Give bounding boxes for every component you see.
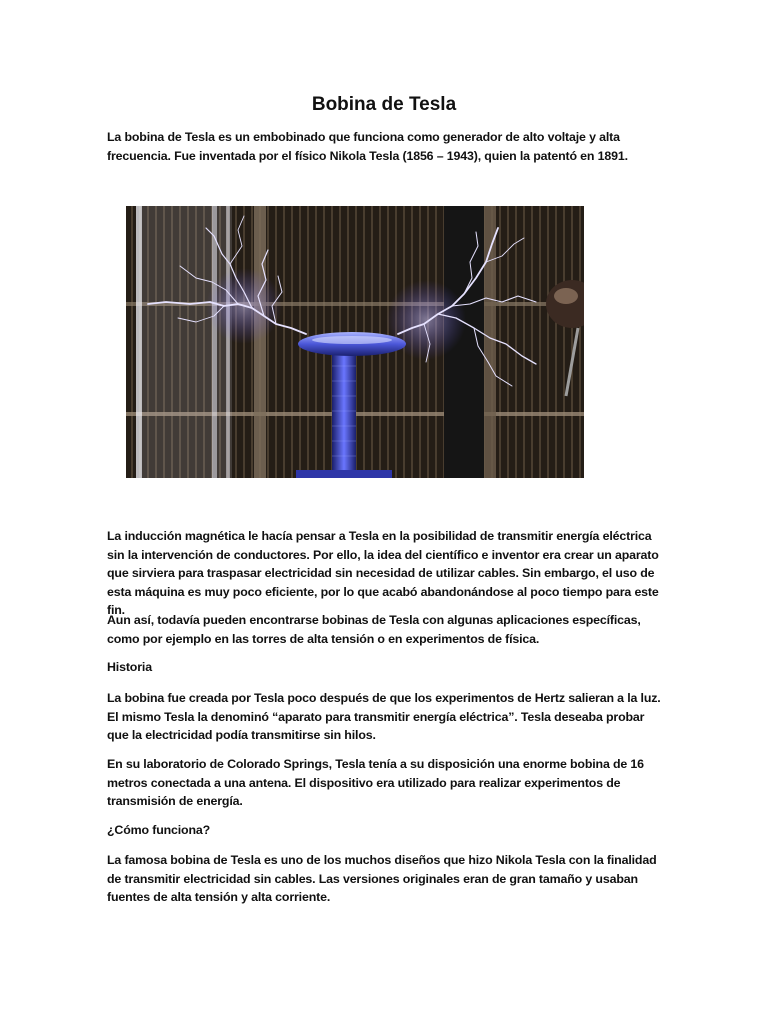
paragraph-aplicaciones: Aun así, todavía pueden encontrarse bobinas de Tesla con algunas aplicaciones específicas, como por ejemplo en las torres de alta tensión o en experimentos de física. [107, 613, 641, 646]
heading-historia: Historia [107, 660, 152, 674]
paragraph-historia-2: En su laboratorio de Colorado Springs, Tesla tenía a su disposición una enorme bobina de 16 metros conectada a una antena. El dispositivo era utilizado para realizar experimentos de transmisión de energía. [107, 757, 644, 808]
tesla-coil-photo [126, 206, 584, 478]
intro-paragraph: La bobina de Tesla es un embobinado que funciona como generador de alto voltaje y alta frecuencia. Fue inventada por el físico Nikola Tesla (1856 – 1943), quien la patentó en 1891. [107, 130, 628, 163]
paragraph-historia-1: La bobina fue creada por Tesla poco después de que los experimentos de Hertz salieran a la luz. El mismo Tesla la denominó “aparato para transmitir energía eléctrica”. Tesla deseaba probar que la electricidad podía transmitirse sin hilos. [107, 691, 661, 742]
paragraph-induccion: La inducción magnética le hacía pensar a Tesla en la posibilidad de transmitir energía eléctrica sin la intervención de conductores. Por ello, la idea del científico e inventor era crear un aparato que sirviera para traspasar electricidad sin necesidad de utilizar cables. Sin embargo, el uso de esta máquina es muy poco eficiente, por lo que acabó abandonándose al poco tiempo para este fin. [107, 529, 659, 617]
heading-como-funciona: ¿Cómo funciona? [107, 823, 211, 837]
page-title: Bobina de Tesla [311, 94, 457, 115]
paragraph-como-funciona: La famosa bobina de Tesla es uno de los muchos diseños que hizo Nikola Tesla con la finalidad de transmitir electricidad sin cables. Las versiones originales eran de gran tamaño y usaban fuentes de alta tensión y alta corriente. [107, 853, 657, 904]
